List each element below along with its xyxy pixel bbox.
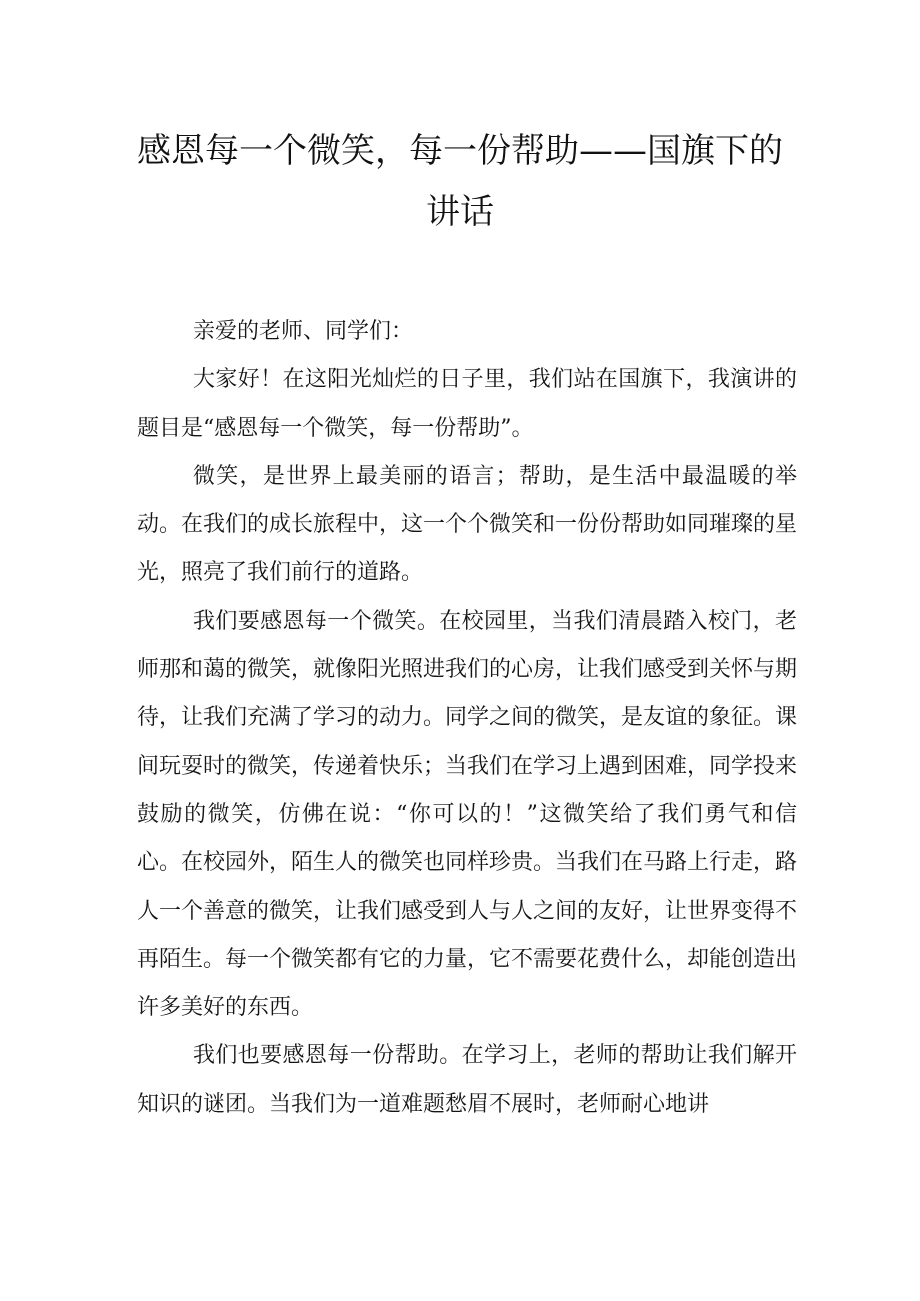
body-paragraph: 大家好！在这阳光灿烂的日子里，我们站在国旗下，我演讲的题目是“感恩每一个微笑，每一份帮助”。 <box>137 367 797 441</box>
salutation-paragraph: 亲爱的老师、同学们： <box>193 319 414 344</box>
body-paragraph: 我们要感恩每一个微笑。在校园里，当我们清晨踏入校门，老师那和蔼的微笑，就像阳光照进我们的心房，让我们感受到关怀与期待，让我们充满了学习的动力。同学之间的微笑，是友谊的象征。课间玩耍时的微笑，传递着快乐；当我们在学习上遇到困难，同学投来鼓励的微笑，仿佛在说：“你可以的！”这微笑给了我们勇气和信心。在校园外，陌生人的微笑也同样珍贵。当我们在马路上行走，路人一个善意的微笑，让我们感受到人与人之间的友好，让世界变得不再陌生。每一个微笑都有它的力量，它不需要花费什么，却能创造出许多美好的东西。 <box>137 608 798 1021</box>
body-paragraph: 微笑，是世界上最美丽的语言；帮助，是生活中最温暖的举动。在我们的成长旅程中，这一个个微笑和一份份帮助如同璀璨的星光，照亮了我们前行的道路。 <box>137 463 798 586</box>
document-title-line-1: 感恩每一个微笑，每一份帮助——国旗下的 <box>137 131 783 171</box>
document-title-line-2: 讲话 <box>426 192 494 232</box>
document-body <box>137 308 797 1129</box>
body-paragraph: 我们也要感恩每一份帮助。在学习上，老师的帮助让我们解开知识的谜团。当我们为一道难题愁眉不展时，老师耐心地讲 <box>137 1043 797 1117</box>
